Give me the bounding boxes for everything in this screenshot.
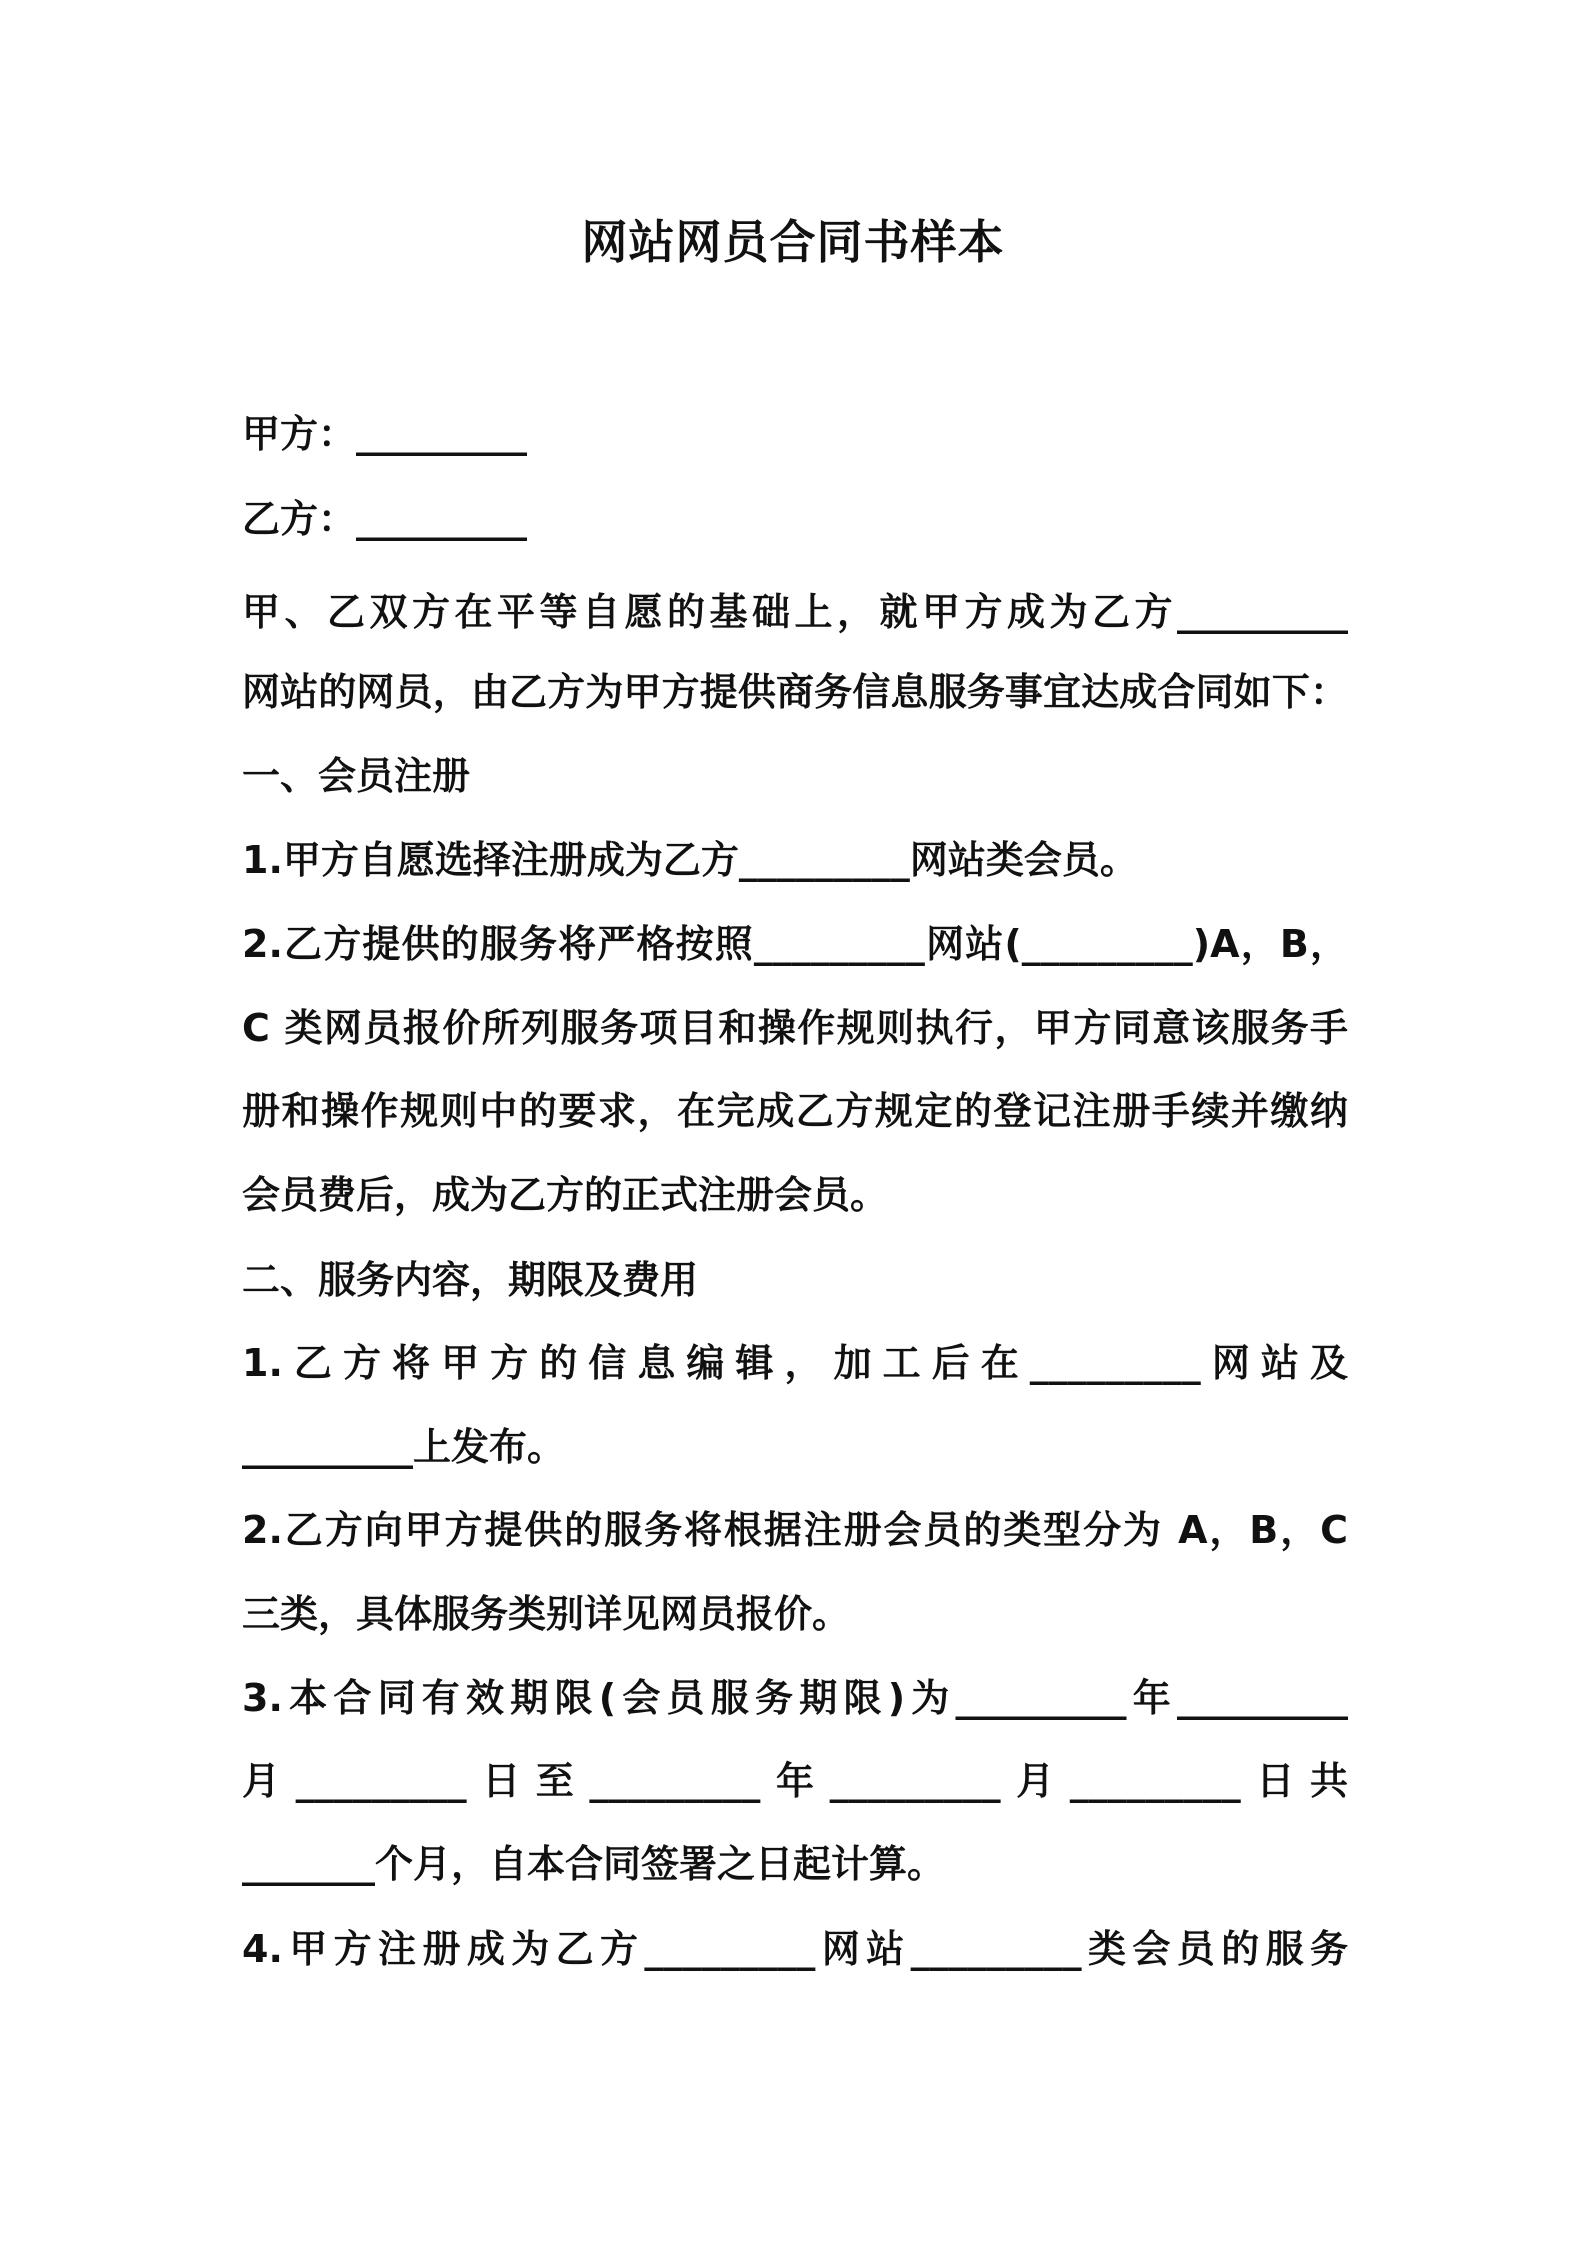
- clause-1-2-line-3: 册和操作规则中的要求，在完成乙方规定的登记注册手续并缴纳: [242, 1089, 1348, 1133]
- clause-2-4-line-1: 4.甲方注册成为乙方_________网站_________类会员的服务: [242, 1927, 1348, 1971]
- clause-2-3-line-2: 月_________日至_________年_________月_________日共: [242, 1759, 1348, 1803]
- clause-1-1: 1.甲方自愿选择注册成为乙方_________网站类会员。: [242, 838, 1138, 882]
- clause-2-2-line-1: 2.乙方向甲方提供的服务将根据注册会员的类型分为 A，B，C: [242, 1508, 1348, 1552]
- clause-1-2-line-4: 会员费后，成为乙方的正式注册会员。: [242, 1173, 889, 1217]
- clause-2-3-line-3: _______个月，自本合同签署之日起计算。: [242, 1842, 946, 1886]
- preamble-line-2: 网站的网员，由乙方为甲方提供商务信息服务事宜达成合同如下：: [242, 670, 1348, 714]
- clause-2-3-line-1: 3.本合同有效期限(会员服务期限)为_________年_________: [242, 1676, 1348, 1720]
- party-a-line: 甲方：_________: [242, 412, 528, 456]
- clause-2-1-line-2: _________上发布。: [242, 1425, 566, 1469]
- clause-1-2-line-1: 2.乙方提供的服务将严格按照_________网站(_________)A，B，: [242, 922, 1348, 966]
- document-title: 网站网员合同书样本: [581, 215, 1005, 269]
- clause-1-2-line-2: C 类网员报价所列服务项目和操作规则执行，甲方同意该服务手: [242, 1006, 1348, 1050]
- section-heading-service: 二、服务内容，期限及费用: [242, 1258, 699, 1302]
- clause-2-1-line-1: 1.乙方将甲方的信息编辑，加工后在_________网站及: [242, 1341, 1348, 1385]
- section-heading-registration: 一、会员注册: [242, 754, 471, 798]
- party-b-line: 乙方：_________: [242, 497, 528, 541]
- preamble-line-1: 甲、乙双方在平等自愿的基础上，就甲方成为乙方_________: [242, 590, 1348, 634]
- clause-2-2-line-2: 三类，具体服务类别详见网员报价。: [242, 1592, 851, 1636]
